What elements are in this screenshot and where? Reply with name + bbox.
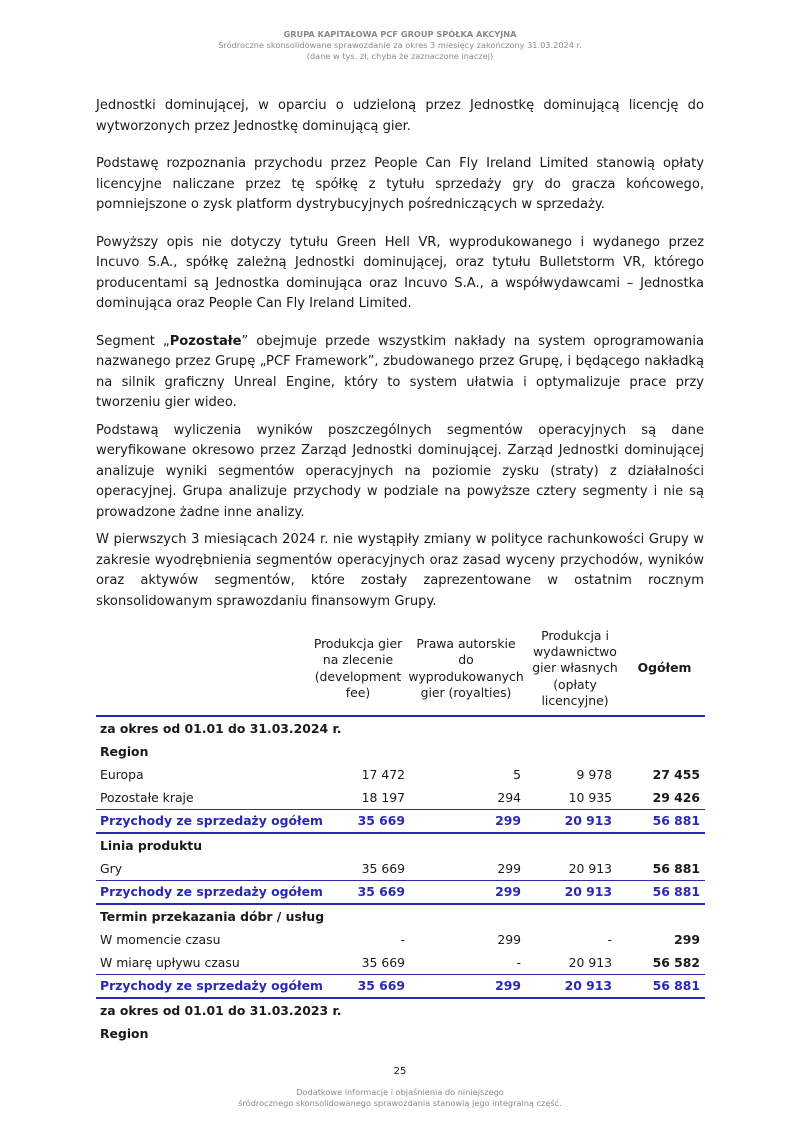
cell-value: 299: [495, 813, 521, 828]
report-title: Śródroczne skonsolidowane sprawozdanie za okres 3 miesięcy zakończony 31.03.2024 r.: [218, 40, 582, 50]
cell-value: 10 935: [568, 790, 612, 805]
cell-value: 299: [674, 932, 700, 947]
cell-value: 299: [495, 978, 521, 993]
cell-value: 35 669: [357, 978, 405, 993]
header-total: Ogółem: [637, 660, 692, 676]
cell-value: 27 455: [652, 767, 700, 782]
row-label: za okres od 01.01 do 31.03.2023 r.: [100, 1003, 342, 1018]
table-row: [96, 834, 705, 857]
table-row: [96, 857, 705, 880]
footer-line-1: Dodatkowe informacje i objaśnienia do niniejszego: [296, 1087, 504, 1097]
table-row: [96, 740, 705, 763]
page-footer: [0, 1087, 800, 1109]
table-row: [96, 786, 705, 809]
cell-value: 5: [513, 767, 521, 782]
cell-value: 29 426: [652, 790, 700, 805]
row-label: Europa: [100, 767, 144, 782]
table-row: [96, 999, 705, 1022]
row-label: Region: [100, 744, 149, 759]
paragraph-5: Podstawą wyliczenia wyników poszczególnych segmentów operacyjnych są dane weryfikowane okresowo przez Zarząd Jednostki dominującej. Zarząd Jednostki dominującej analizuje wyniki segmentów operacyjnych na poziomie zysku (straty) z działalności operacyjnej. Grupa analizuje przychody w podziale na powyższe cztery segmenty i nie są prowadzone żadne inne analizy.: [96, 422, 704, 520]
cell-value: 20 913: [568, 955, 612, 970]
row-label: Pozostałe kraje: [100, 790, 194, 805]
paragraph-4-post: ” obejmuje przede wszystkim nakłady na system oprogramowania nazwanego przez Grupę „PCF Framework”, zbudowanego przez Grupę, i będącego nakładką na silnik graficzny Unreal Engine, który to system ułatwia i optymalizuje prace przy tworzeniu gier wideo.: [96, 333, 704, 410]
cell-value: 35 669: [357, 884, 405, 899]
cell-value: 20 913: [564, 813, 612, 828]
paragraph-3: Powyższy opis nie dotyczy tytułu Green Hell VR, wyprodukowanego i wydanego przez Incuvo S.A., spółkę zależną Jednostki dominującej, oraz tytułu Bulletstorm VR, którego producentami są Jednostka dominująca oraz Incuvo S.A., a współwydawcami – Jednostka dominująca oraz People Can Fly Ireland Limited.: [96, 234, 704, 311]
cell-value: 294: [497, 790, 521, 805]
cell-value: 18 197: [361, 790, 405, 805]
cell-value: 35 669: [361, 955, 405, 970]
row-label: Termin przekazania dóbr / usług: [100, 909, 325, 924]
table-row: [96, 763, 705, 786]
header-license-fees: Produkcja i wydawnictwo gier własnych (opłaty licencyjne): [532, 627, 618, 708]
cell-value: 56 881: [652, 978, 700, 993]
page-header: [0, 29, 800, 62]
row-label: Linia produktu: [100, 838, 203, 853]
paragraph-4: [96, 332, 704, 414]
footer-line-2: śródrocznego skonsolidowanego sprawozdania stanowią jego integralną część.: [238, 1098, 562, 1108]
row-label: Region: [100, 1026, 149, 1041]
cell-value: 20 913: [568, 861, 612, 876]
cell-value: -: [607, 932, 612, 947]
cell-value: -: [516, 955, 521, 970]
table-row: [96, 951, 705, 974]
paragraph-1: Jednostki dominującej, w oparciu o udzieloną przez Jednostkę dominującą licencję do wytworzonych przez Jednostkę dominującą gier.: [96, 98, 704, 134]
table-row: [96, 880, 705, 905]
table-row: [96, 905, 705, 928]
row-label: Przychody ze sprzedaży ogółem: [100, 813, 323, 828]
cell-value: 17 472: [361, 767, 405, 782]
units-note: (dane w tys. zł, chyba że zaznaczone inaczej): [306, 51, 494, 61]
cell-value: 20 913: [564, 884, 612, 899]
cell-value: 35 669: [361, 861, 405, 876]
cell-value: 299: [495, 884, 521, 899]
table-body: [96, 717, 705, 1045]
table-row: [96, 974, 705, 999]
company-name: GRUPA KAPITAŁOWA PCF GROUP SPÓŁKA AKCYJNA: [283, 29, 517, 39]
paragraph-2: Podstawę rozpoznania przychodu przez People Can Fly Ireland Limited stanowią opłaty licencyjne naliczane przez tę spółkę z tytułu sprzedaży gry do gracza końcowego, pomniejszone o zysk platform dystrybucyjnych pośredniczących w sprzedaży.: [96, 156, 704, 212]
table-row: [96, 809, 705, 834]
cell-value: 9 978: [576, 767, 612, 782]
cell-value: 20 913: [564, 978, 612, 993]
cell-value: 299: [497, 932, 521, 947]
row-label: za okres od 01.01 do 31.03.2024 r.: [100, 721, 342, 736]
cell-value: 56 881: [652, 861, 700, 876]
header-royalties: Prawa autorskie do wyprodukowanych gier (royalties): [408, 635, 524, 700]
page-number: 25: [393, 1066, 407, 1077]
row-label: Gry: [100, 861, 123, 876]
cell-value: -: [400, 932, 405, 947]
body-text: [96, 96, 704, 612]
row-label: Przychody ze sprzedaży ogółem: [100, 978, 323, 993]
row-label: W miarę upływu czasu: [100, 955, 240, 970]
revenue-segment-table: [96, 624, 705, 1045]
table-row: [96, 717, 705, 740]
table-header: [96, 624, 705, 717]
table-row: [96, 928, 705, 951]
paragraph-4-pre: Segment „: [96, 333, 170, 349]
paragraph-4-bold: Pozostałe: [169, 333, 242, 349]
row-label: W momencie czasu: [100, 932, 221, 947]
cell-value: 56 881: [652, 884, 700, 899]
paragraph-6: W pierwszych 3 miesiącach 2024 r. nie wystąpiły zmiany w polityce rachunkowości Grupy w zakresie wyodrębnienia segmentów operacyjnych oraz zasad wyceny przychodów, wyników oraz aktywów segmentów, które zostały zaprezentowane w ostatnim rocznym skonsolidowanym sprawozdaniu finansowym Grupy.: [96, 532, 704, 609]
header-development-fee: Produkcja gier na zlecenie (development fee): [313, 635, 403, 700]
cell-value: 35 669: [357, 813, 405, 828]
cell-value: 299: [497, 861, 521, 876]
cell-value: 56 582: [652, 955, 700, 970]
cell-value: 56 881: [652, 813, 700, 828]
table-row: [96, 1022, 705, 1045]
row-label: Przychody ze sprzedaży ogółem: [100, 884, 323, 899]
